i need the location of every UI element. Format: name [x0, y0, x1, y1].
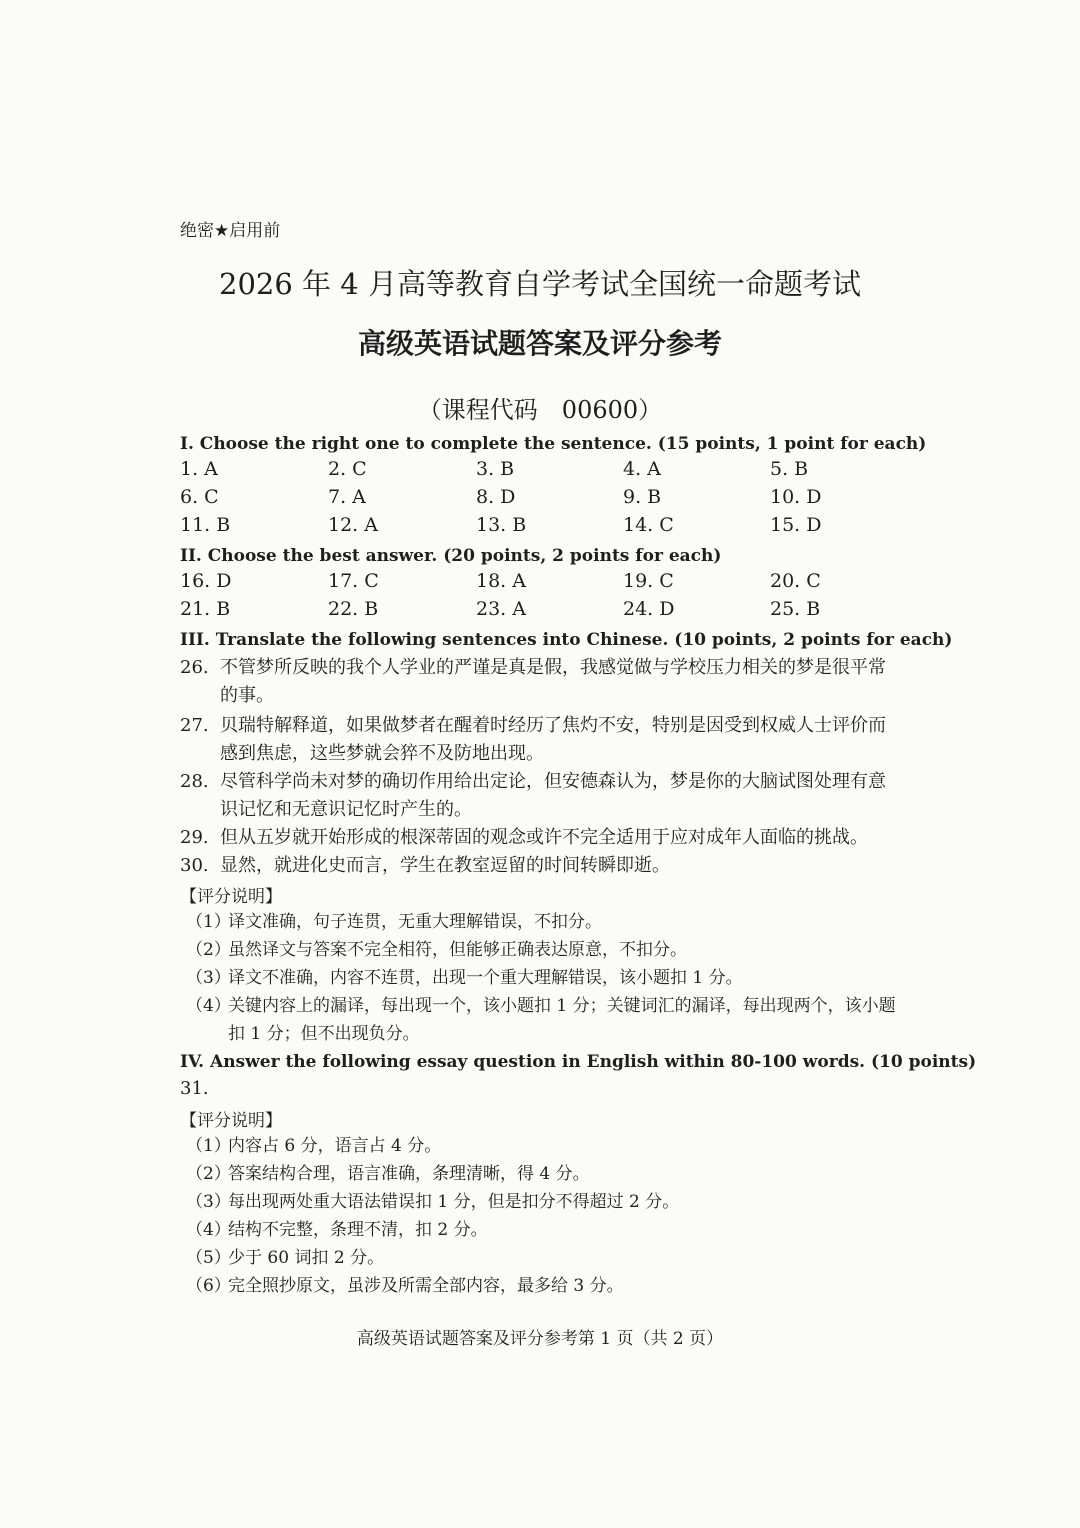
note-text: 少于 60 词扣 2 分。 — [228, 1248, 385, 1268]
item-number: 28. — [180, 771, 209, 792]
note-number: （5） — [186, 1248, 231, 1268]
scoring-note — [186, 1244, 902, 1272]
answer-item: 17. C — [328, 570, 379, 592]
document-subtitle: 高级英语试题答案及评分参考 — [357, 327, 722, 360]
section-2-answers — [180, 570, 900, 626]
answer-row — [180, 570, 900, 598]
scoring-note — [186, 936, 902, 964]
answer-item: 2. C — [328, 458, 367, 480]
answer-item: 13. B — [476, 514, 527, 536]
answer-item: 6. C — [180, 486, 219, 508]
answer-item: 9. B — [623, 486, 662, 508]
item-number: 29. — [180, 827, 209, 848]
answer-item: 8. D — [476, 486, 516, 508]
answer-item: 3. B — [476, 458, 515, 480]
scoring-note — [186, 1272, 902, 1300]
note-number: （1） — [186, 1136, 231, 1156]
note-text: 完全照抄原文，虽涉及所需全部内容，最多给 3 分。 — [228, 1276, 624, 1296]
note-text: 译文不准确，内容不连贯，出现一个重大理解错误，该小题扣 1 分。 — [228, 968, 743, 988]
answer-item: 23. A — [476, 598, 526, 620]
scoring-note — [186, 964, 902, 992]
answer-item: 22. B — [328, 598, 379, 620]
answer-row — [180, 458, 900, 486]
answer-item: 4. A — [623, 458, 661, 480]
note-number: （1） — [186, 912, 231, 932]
note-text: 译文准确，句子连贯，无重大理解错误，不扣分。 — [228, 912, 602, 932]
translation-text: 显然，就进化史而言，学生在教室逗留的时间转瞬即逝。 — [220, 855, 670, 876]
note-text: 关键内容上的漏译，每出现一个，该小题扣 1 分；关键词汇的漏译，每出现两个，该小题扣 1 分；但不出现负分。 — [228, 996, 896, 1044]
answer-item: 18. A — [476, 570, 526, 592]
note-text: 虽然译文与答案不完全相符，但能够正确表达原意，不扣分。 — [228, 940, 687, 960]
answer-row — [180, 598, 900, 626]
translation-text: 尽管科学尚未对梦的确切作用给出定论，但安德森认为，梦是你的大脑试图处理有意识记忆和无意识记忆时产生的。 — [220, 771, 886, 820]
answer-item: 16. D — [180, 570, 232, 592]
note-text: 结构不完整，条理不清，扣 2 分。 — [228, 1220, 488, 1240]
note-number: （2） — [186, 940, 231, 960]
answer-row — [180, 514, 900, 542]
section-2-heading: II. Choose the best answer. (20 points, 2 points for each) — [180, 546, 722, 566]
scoring-note — [186, 992, 902, 1048]
scoring-notes-heading: 【评分说明】 — [180, 887, 282, 907]
answer-item: 12. A — [328, 514, 378, 536]
item-number: 30. — [180, 855, 209, 876]
scoring-note — [186, 1188, 902, 1216]
note-number: （4） — [186, 996, 231, 1016]
scoring-note — [186, 1216, 902, 1244]
note-text: 答案结构合理，语言准确，条理清晰，得 4 分。 — [228, 1164, 590, 1184]
note-number: （6） — [186, 1276, 231, 1296]
answer-item: 5. B — [770, 458, 809, 480]
scoring-note — [186, 1160, 902, 1188]
answer-item: 20. C — [770, 570, 821, 592]
translation-item — [180, 852, 900, 880]
answer-item: 10. D — [770, 486, 822, 508]
note-text: 每出现两处重大语法错误扣 1 分，但是扣分不得超过 2 分。 — [228, 1192, 680, 1212]
translation-item — [180, 824, 900, 852]
translation-text: 贝瑞特解释道，如果做梦者在醒着时经历了焦灼不安，特别是因受到权威人士评价而感到焦虑，这些梦就会猝不及防地出现。 — [220, 715, 886, 764]
translation-text: 不管梦所反映的我个人学业的严谨是真是假，我感觉做与学校压力相关的梦是很平常的事。 — [220, 657, 886, 706]
course-code: （课程代码 00600） — [417, 396, 663, 424]
translation-item — [180, 654, 900, 710]
note-number: （3） — [186, 1192, 231, 1212]
answer-item: 24. D — [623, 598, 675, 620]
answer-item: 15. D — [770, 514, 822, 536]
section-1-answers — [180, 458, 900, 542]
answer-item: 19. C — [623, 570, 674, 592]
scoring-notes-heading: 【评分说明】 — [180, 1111, 282, 1131]
scoring-note — [186, 1132, 902, 1160]
note-number: （3） — [186, 968, 231, 988]
answer-item: 21. B — [180, 598, 231, 620]
essay-item-number: 31. — [180, 1078, 209, 1099]
translation-item — [180, 768, 900, 824]
section-3-heading: III. Translate the following sentences into Chinese. (10 points, 2 points for each) — [180, 630, 953, 650]
exam-title: 2026 年 4 月高等教育自学考试全国统一命题考试 — [219, 267, 861, 301]
note-number: （2） — [186, 1164, 231, 1184]
scoring-note — [186, 908, 902, 936]
answer-item: 14. C — [623, 514, 674, 536]
section-4-heading: IV. Answer the following essay question in English within 80-100 words. (10 points) — [180, 1052, 977, 1072]
translation-text: 但从五岁就开始形成的根深蒂固的观念或许不完全适用于应对成年人面临的挑战。 — [220, 827, 868, 848]
item-number: 27. — [180, 715, 209, 736]
answer-item: 25. B — [770, 598, 821, 620]
answer-item: 11. B — [180, 514, 231, 536]
translation-item — [180, 712, 900, 768]
page-footer: 高级英语试题答案及评分参考第 1 页（共 2 页） — [356, 1329, 724, 1349]
answer-row — [180, 486, 900, 514]
section-1-heading: I. Choose the right one to complete the sentence. (15 points, 1 point for each) — [180, 434, 927, 454]
note-text: 内容占 6 分，语言占 4 分。 — [228, 1136, 442, 1156]
answer-item: 1. A — [180, 458, 218, 480]
note-number: （4） — [186, 1220, 231, 1240]
answer-item: 7. A — [328, 486, 366, 508]
confidential-label: 绝密★启用前 — [180, 221, 281, 241]
item-number: 26. — [180, 657, 209, 678]
